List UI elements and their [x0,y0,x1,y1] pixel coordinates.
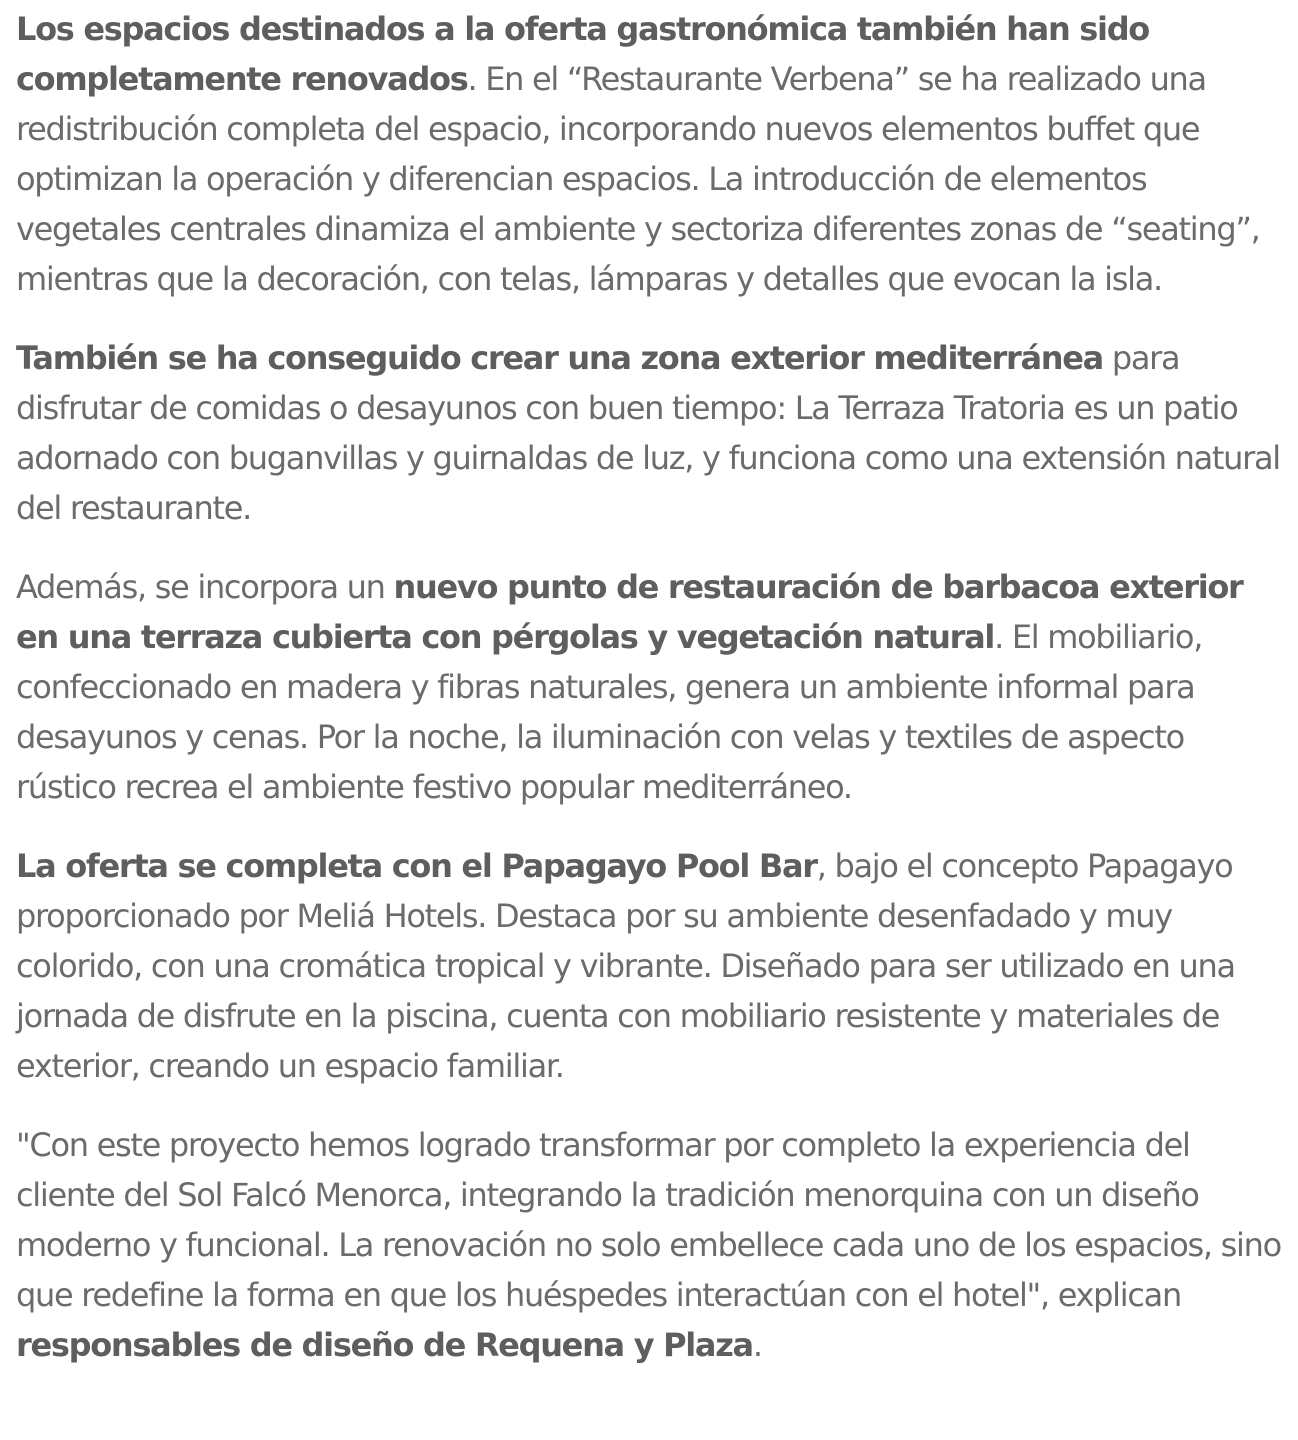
bold-phrase: También se ha conseguido crear una zona exterior mediterránea [16,339,1103,377]
paragraph-papagayo [16,841,1282,1091]
paragraph-quote [16,1120,1282,1370]
paragraph-text: para disfrutar de comidas o desayunos con buen tiempo: La Terraza Tratoria es un patio adornado con buganvillas y guirnaldas de luz, y funciona como una extensión natural del restaurante. [16,339,1280,527]
paragraph-text: . En el “Restaurante Verbena” se ha realizado una redistribución completa del espacio, incorporando nuevos elementos buffet que optimizan la operación y diferencian espacios. La introducción de elementos vegetales centrales dinamiza el ambiente y sectoriza diferentes zonas de “seating”, mientras que la decoración, con telas, lámparas y detalles que evocan la isla. [16,60,1260,298]
paragraph-text: . [752,1326,762,1364]
paragraph-text: Además, se incorpora un [16,568,394,606]
paragraph-barbacoa [16,562,1282,812]
paragraph-text: "Con este proyecto hemos logrado transformar por completo la experiencia del cliente del Sol Falcó Menorca, integrando la tradición menorquina con un diseño moderno y funcional. La renovación no solo embellece cada uno de los espacios, sino que redefine la forma en que los huéspedes interactúan con el hotel", explican [16,1126,1281,1314]
paragraph-restaurante-verbena [16,4,1282,304]
paragraph-terraza-tratoria [16,333,1282,533]
bold-phrase: Los espacios destinados a la oferta gastronómica también han sido completamente renovados [16,10,1149,98]
paragraph-text: , bajo el concepto Papagayo proporcionado por Meliá Hotels. Destaca por su ambiente desenfadado y muy colorido, con una cromática tropical y vibrante. Diseñado para ser utilizado en una jornada de disfrute en la piscina, cuenta con mobiliario resistente y materiales de exterior, creando un espacio familiar. [16,847,1235,1085]
bold-phrase: responsables de diseño de Requena y Plaza [16,1326,753,1364]
bold-phrase: nuevo punto de restauración de barbacoa exterior en una terraza cubierta con pérgolas y vegetación natural [16,568,1243,656]
bold-phrase: La oferta se completa con el Papagayo Pool Bar [16,847,817,885]
paragraph-text: . El mobiliario, confeccionado en madera y fibras naturales, genera un ambiente informal para desayunos y cenas. Por la noche, la iluminación con velas y textiles de aspecto rústico recrea el ambiente festivo popular mediterráneo. [16,618,1203,806]
